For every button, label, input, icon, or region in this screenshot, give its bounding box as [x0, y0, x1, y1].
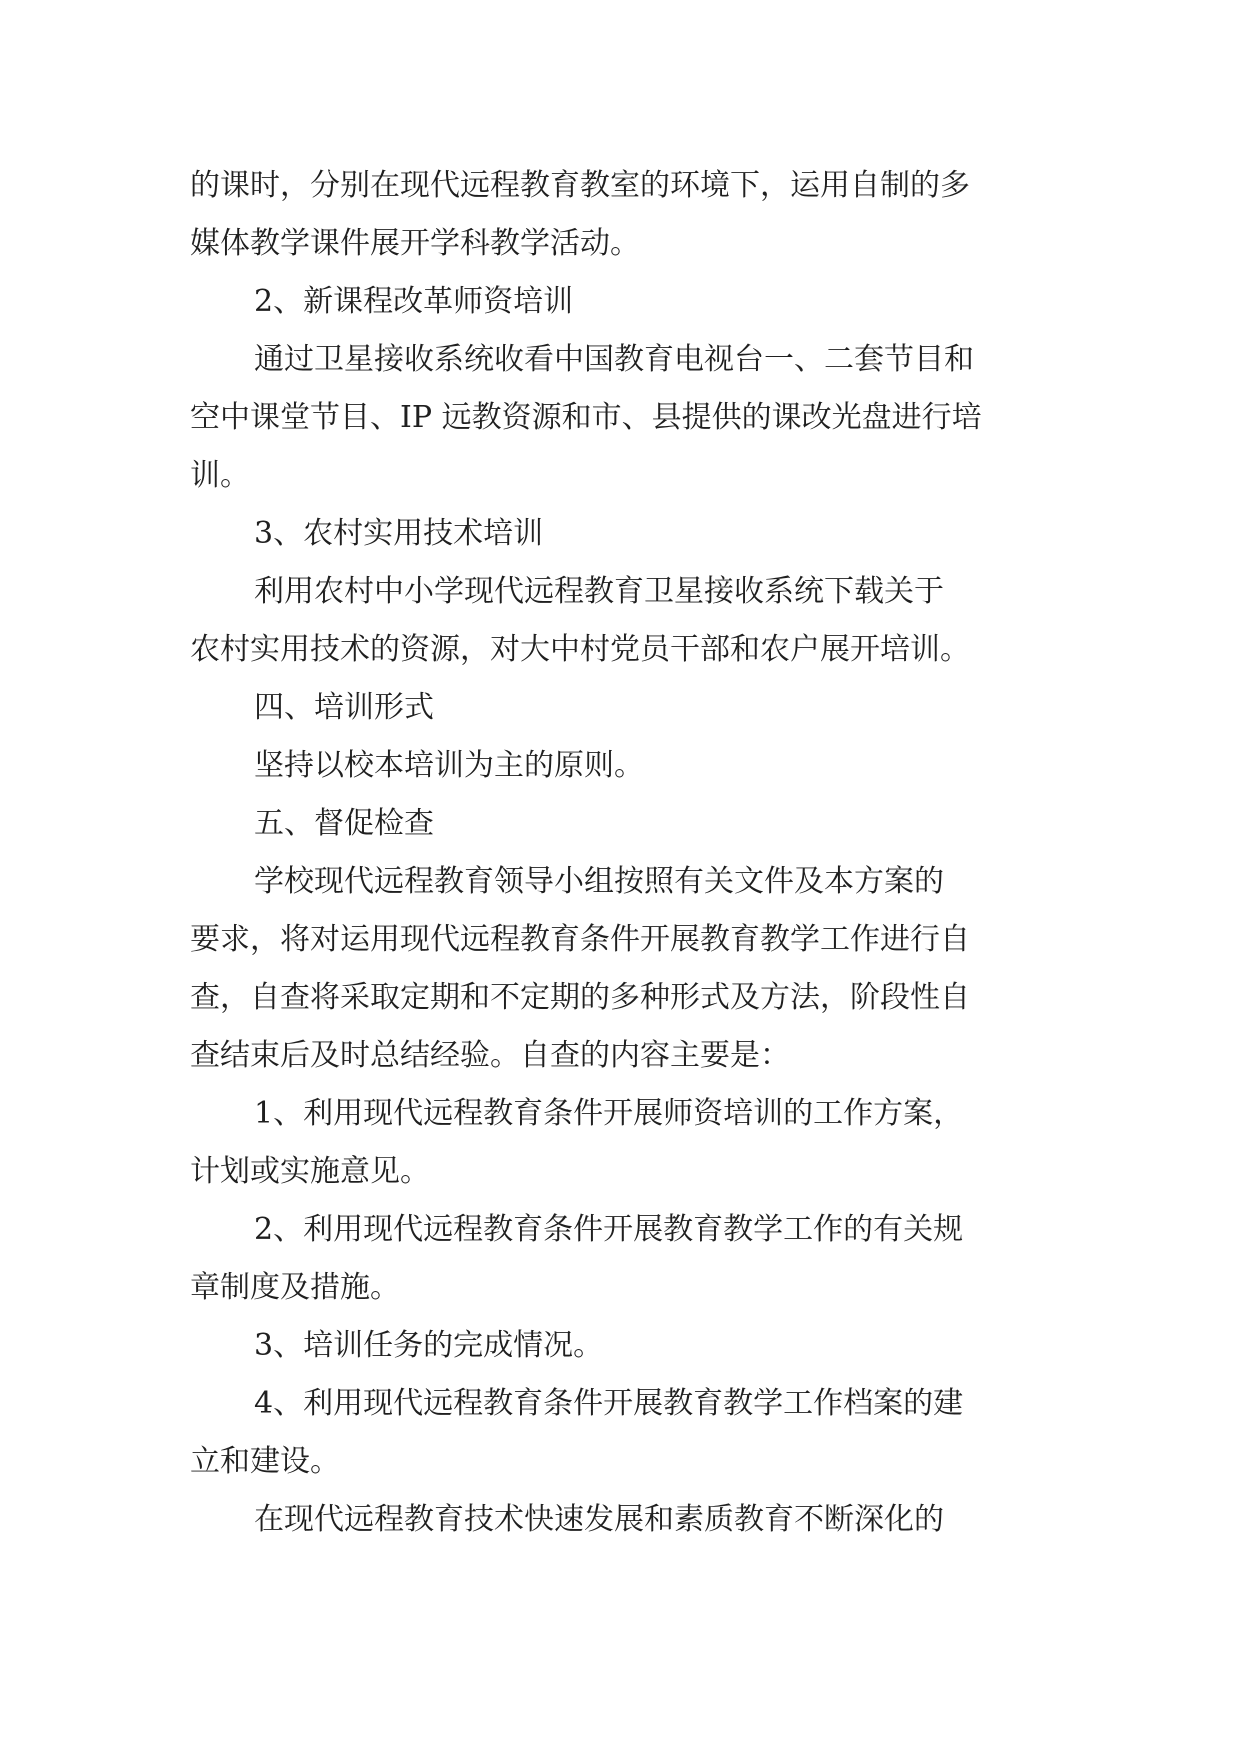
- text-line-18: 计划或实施意见。: [190, 1154, 430, 1189]
- text-line-2: 媒体教学课件展开学科教学活动。: [190, 226, 640, 261]
- text-line-11: 坚持以校本培训为主的原则。: [254, 748, 644, 783]
- section-heading-4: 四、培训形式: [254, 690, 434, 725]
- text-line-9: 农村实用技术的资源，对大中村党员干部和农户展开培训。: [190, 632, 970, 667]
- text-line-20: 章制度及措施。: [190, 1270, 400, 1305]
- text-line-14: 要求，将对运用现代远程教育条件开展教育教学工作进行自: [190, 922, 970, 957]
- text-line-4: 通过卫星接收系统收看中国教育电视台一、二套节目和: [254, 342, 974, 377]
- list-item-3: 3、培训任务的完成情况。: [254, 1328, 604, 1363]
- text-line-1: 的课时，分别在现代远程教育教室的环境下，运用自制的多: [190, 168, 970, 203]
- text-line-15: 查，自查将采取定期和不定期的多种形式及方法，阶段性自: [190, 980, 970, 1015]
- text-line-16: 查结束后及时总结经验。自查的内容主要是：: [190, 1038, 790, 1073]
- text-line-8: 利用农村中小学现代远程教育卫星接收系统下载关于: [254, 574, 944, 609]
- section-heading-2: 2、新课程改革师资培训: [254, 284, 574, 319]
- text-line-24: 在现代远程教育技术快速发展和素质教育不断深化的: [254, 1502, 944, 1537]
- list-item-2: 2、利用现代远程教育条件开展教育教学工作的有关规: [254, 1212, 964, 1247]
- text-line-5: 空中课堂节目、IP 远教资源和市、县提供的课改光盘进行培: [190, 400, 982, 435]
- list-item-1: 1、利用现代远程教育条件开展师资培训的工作方案，: [254, 1096, 964, 1131]
- list-item-4: 4、利用现代远程教育条件开展教育教学工作档案的建: [254, 1386, 964, 1421]
- text-line-13: 学校现代远程教育领导小组按照有关文件及本方案的: [254, 864, 944, 899]
- section-heading-5: 五、督促检查: [254, 806, 434, 841]
- section-heading-3: 3、农村实用技术培训: [254, 516, 544, 551]
- text-line-6: 训。: [190, 458, 250, 493]
- text-line-23: 立和建设。: [190, 1444, 340, 1479]
